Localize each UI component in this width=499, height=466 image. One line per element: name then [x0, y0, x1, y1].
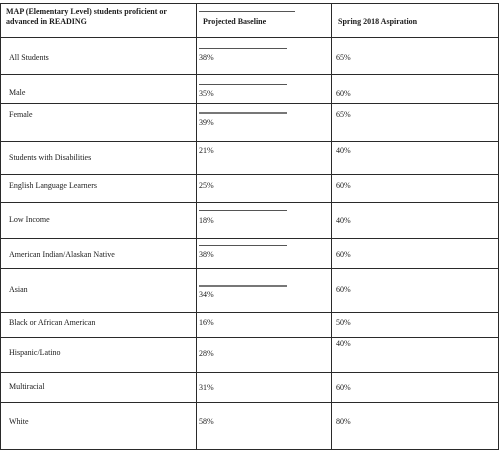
aspiration-cell: 50% — [332, 313, 499, 338]
table-row — [1, 373, 499, 403]
table-header-row — [1, 4, 499, 38]
header-rule — [199, 11, 295, 12]
aspiration-cell: 60% — [332, 269, 499, 313]
row-label: Male — [1, 75, 197, 104]
table-row — [1, 203, 499, 239]
header-projected-baseline: Projected Baseline — [197, 4, 332, 38]
row-label: Students with Disabilities — [1, 142, 197, 175]
table-row — [1, 75, 499, 104]
aspiration-cell: 65% — [332, 104, 499, 142]
table-row — [1, 239, 499, 269]
baseline-cell: 58% — [197, 403, 332, 450]
header-spring-2018-aspiration: Spring 2018 Aspiration — [332, 4, 499, 38]
row-label: Hispanic/Latino — [1, 338, 197, 373]
row-label: Multiracial — [1, 373, 197, 403]
aspiration-cell: 65% — [332, 38, 499, 75]
baseline-cell: 25% — [197, 175, 332, 203]
baseline-cell: 38% — [197, 239, 332, 269]
baseline-cell: 34% — [197, 269, 332, 313]
baseline-cell: 35% — [197, 75, 332, 104]
table-row — [1, 142, 499, 175]
aspiration-cell: 60% — [332, 373, 499, 403]
table-row — [1, 403, 499, 450]
row-label: American Indian/Alaskan Native — [1, 239, 197, 269]
baseline-cell: 28% — [197, 338, 332, 373]
baseline-cell: 31% — [197, 373, 332, 403]
baseline-cell: 38% — [197, 38, 332, 75]
aspiration-cell: 40% — [332, 142, 499, 175]
row-label: Female — [1, 104, 197, 142]
baseline-cell: 18% — [197, 203, 332, 239]
aspiration-cell: 80% — [332, 403, 499, 450]
aspiration-cell: 40% — [332, 338, 499, 373]
aspiration-cell: 60% — [332, 239, 499, 269]
baseline-cell: 39% — [197, 104, 332, 142]
table-row — [1, 269, 499, 313]
table-row — [1, 313, 499, 338]
row-label: White — [1, 403, 197, 450]
table-row — [1, 175, 499, 203]
row-label: Asian — [1, 269, 197, 313]
aspiration-cell: 60% — [332, 175, 499, 203]
row-label: Black or African American — [1, 313, 197, 338]
table-row — [1, 104, 499, 142]
baseline-cell: 21% — [197, 142, 332, 175]
table-row — [1, 338, 499, 373]
row-label: All Students — [1, 38, 197, 75]
aspiration-cell: 40% — [332, 203, 499, 239]
table-row — [1, 38, 499, 75]
row-label: English Language Learners — [1, 175, 197, 203]
baseline-cell: 16% — [197, 313, 332, 338]
row-label: Low Income — [1, 203, 197, 239]
aspiration-cell: 60% — [332, 75, 499, 104]
reading-proficiency-table — [0, 3, 499, 450]
header-student-group: MAP (Elementary Level) students proficient or advanced in READING — [1, 4, 197, 38]
